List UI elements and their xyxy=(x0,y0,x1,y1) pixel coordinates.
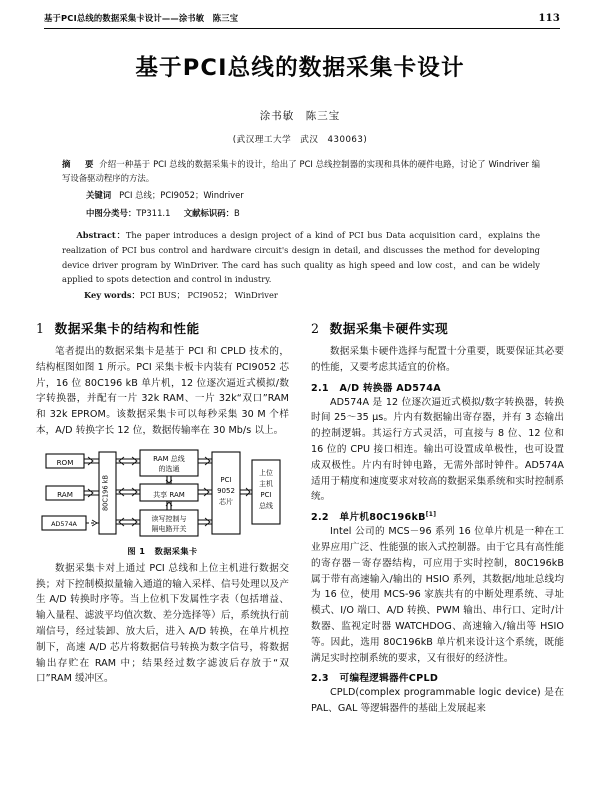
diagram-label-host-line2: 主机 xyxy=(259,479,273,488)
section-2-paragraph-1: 数据采集卡硬件选择与配置十分重要，既要保证其必要的性能，又要考虑其适宜的价格。 xyxy=(311,346,564,373)
subsection-2-3-text: CPLD(complex programmable logic device) 是在 PAL、GAL 等逻辑器件的基础上发展起来 xyxy=(311,687,564,715)
section-2-title: 数据采集卡硬件实现 xyxy=(329,321,449,336)
subsection-2-1-number: 2.1 xyxy=(311,382,329,394)
body-columns xyxy=(36,318,564,788)
figure-1-diagram xyxy=(36,446,289,543)
keywords-cn xyxy=(86,188,540,203)
section-heading-1 xyxy=(36,318,289,337)
keywords-en xyxy=(84,288,540,303)
figure-1-caption-title: 数据采集卡 xyxy=(154,545,198,556)
section-1-number: 1 xyxy=(36,321,45,336)
subsection-heading-2-2 xyxy=(311,509,564,523)
page-number: 113 xyxy=(538,13,560,24)
diagram-label-host-line3: PCI xyxy=(260,490,272,499)
diagram-label-ram-bus-line2: 的选通 xyxy=(158,464,180,473)
section-1-paragraph-2: 数据采集卡对上通过 PCI 总线和上位主机进行数据交换；对下控制模拟量输入通道的输入采样、信号处理以及产生 A/D 转换时序等。当上位机下发属性字表（包括增益、输入量程、滤波平均值次数、差分选择等）后，系统执行前端信号，经过装卸、放大后，进入 A/D 转换，在单片机控制下，高速 A/D 芯片将数据信号转换为数字信号，将数据输出存贮在 RAM 中；结果经过数字滤波后存放于“双口”RAM 缓冲区。 xyxy=(36,562,289,685)
doccode-value: B xyxy=(233,208,240,219)
page-title: 基于PCI总线的数据采集卡设计 xyxy=(135,55,465,81)
diagram-label-rw-ctrl-line2: 隔电路开关 xyxy=(151,524,187,533)
abstract-cn-text: 介绍一种基于 PCI 总线的数据采集卡的设计，给出了 PCI 总线控制器的实现和具体的硬件电路，讨论了 Windriver 编写设备驱动程序的方法。 xyxy=(62,159,540,184)
subsection-2-2-reference-marker: [1] xyxy=(425,510,437,518)
subsection-2-2-number: 2.2 xyxy=(311,512,329,524)
diagram-label-host-line4: 总线 xyxy=(259,501,273,510)
subsection-2-3-title: 可编程逻辑器件CPLD xyxy=(339,673,439,685)
subsection-2-1-title: A/D 转换器 AD574A xyxy=(339,382,441,394)
diagram-label-ram: RAM xyxy=(57,489,73,499)
diagram-label-pci-line2: 9052 xyxy=(217,486,235,495)
diagram-label-ad574a: AD574A xyxy=(51,519,77,528)
keywords-en-text: PCI BUS； PCI9052； WinDriver xyxy=(139,289,278,300)
clc-line xyxy=(86,206,540,221)
subsection-2-2-text: Intel 公司的 MCS－96 系列 16 位单片机是一种在工业界应用广泛、性能强的嵌入式控制器。由于它具有高性能的寄存器－寄存器结构，可应用于实时控制，80C196kB 属于带有高速输入/输出的 HSIO 系列，其数据/地址总线均为 16 位，使用 MCS-96 家族共有的中断处理系统、寻址模式、I/O 端口、A/D 转换、PWM 输出、串行口、定时/计数器、监视定时器 WATCHDOG、高速输入/输出等 HSIO 等。因此，选用 80C196kB 单片机来设计这个系统，既能满足实时控制系统的要求，又有很好的经济性。 xyxy=(311,526,564,664)
column-right xyxy=(311,318,564,788)
diagram-label-ram-bus-line1: RAM 总线 xyxy=(153,454,185,463)
abstract-block xyxy=(62,157,540,302)
clc-label: 中图分类号： xyxy=(86,208,137,219)
figure-1-caption-number: 图 1 xyxy=(127,545,146,556)
section-1-title: 数据采集卡的结构和性能 xyxy=(54,321,200,336)
diagram-label-pci-line3: 芯片 xyxy=(219,497,233,506)
diagram-label-rw-ctrl-line1: 读写控制与 xyxy=(151,514,187,523)
column-left xyxy=(36,318,289,788)
abstract-en-text: The paper introduces a design project of a kind of PCI bus Data acquisition card，explains the realization of PCI bus control and hardware circuit's design in detail, and discusses the method for developing device driver program by WinDriver. The card has such quality as high speed and low cost，and can be widely applied to spots detection and control in industry. xyxy=(62,230,540,285)
figure-1-caption xyxy=(36,546,289,557)
abstract-en xyxy=(62,228,540,286)
keywords-en-label: Key words： xyxy=(84,289,140,300)
keywords-cn-text: PCI 总线；PCI9052；Windriver xyxy=(119,190,244,201)
diagram-label-shared-ram: 共享 RAM xyxy=(153,490,185,499)
header-rule xyxy=(44,28,560,29)
running-head xyxy=(44,12,560,28)
section-1-paragraph-1: 笔者提出的数据采集卡是基于 PCI 和 CPLD 技术的，结构框图如图 1 所示。PCI 采集卡板卡内装有 PCI9052 芯片，16 位 80C196 kB 单片机，12 位逐次逼近式模拟/数字转换器，并配有一片 32k RAM、一片 32k“双口”RAM 和 32k EPROM。该数据采集卡可以每秒采集 30 M 个样本，A/D 转换字长 12 位，数据传输率在 30 Mb/s 以上。 xyxy=(36,346,289,436)
diagram-label-host-line1: 上位 xyxy=(259,468,273,477)
subsection-2-1-text: AD574A 是 12 位逐次逼近式模拟/数字转换器，转换时间 25～35 μs。片内有数据输出寄存器，并有 3 态输出的控制逻辑。其运行方式灵活，可直接与 8 位、12 位和 16 位的 CPU 接口相连。输出可设置成单极性，也可设置成双极性。片内有时钟电路，无需外部时钟件。AD574A 适用于精度和速度要求对较高的数据采集系统和实时控制系统。 xyxy=(311,396,564,503)
diagram-label-rom: ROM xyxy=(56,457,74,467)
doccode-label: 文献标识码： xyxy=(183,208,234,219)
section-heading-2 xyxy=(311,318,564,337)
diagram-label-pci-line1: PCI xyxy=(220,475,232,484)
clc-value: TP311.1 xyxy=(136,208,171,219)
section-2-number: 2 xyxy=(311,321,320,336)
subsection-heading-2-3 xyxy=(311,670,564,684)
subsection-2-2-title: 单片机80C196kB xyxy=(339,512,426,524)
author-line: 涂书敏 陈三宝 xyxy=(259,110,341,122)
keywords-cn-label: 关键词 xyxy=(86,190,112,201)
diagram-label-mcu: 80C196 kB xyxy=(101,474,110,511)
affiliation-line: (武汉理工大学 武汉 430063) xyxy=(232,135,368,145)
running-head-title: 基于PCI总线的数据采集卡设计——涂书敏 陈三宝 xyxy=(44,13,239,23)
subsection-2-3-number: 2.3 xyxy=(311,673,329,685)
abstract-cn xyxy=(62,157,540,185)
subsection-heading-2-1 xyxy=(311,380,564,394)
abstract-en-label: Abstract： xyxy=(76,230,126,241)
abstract-cn-label: 摘 要 xyxy=(62,159,97,169)
figure-1 xyxy=(36,446,289,557)
